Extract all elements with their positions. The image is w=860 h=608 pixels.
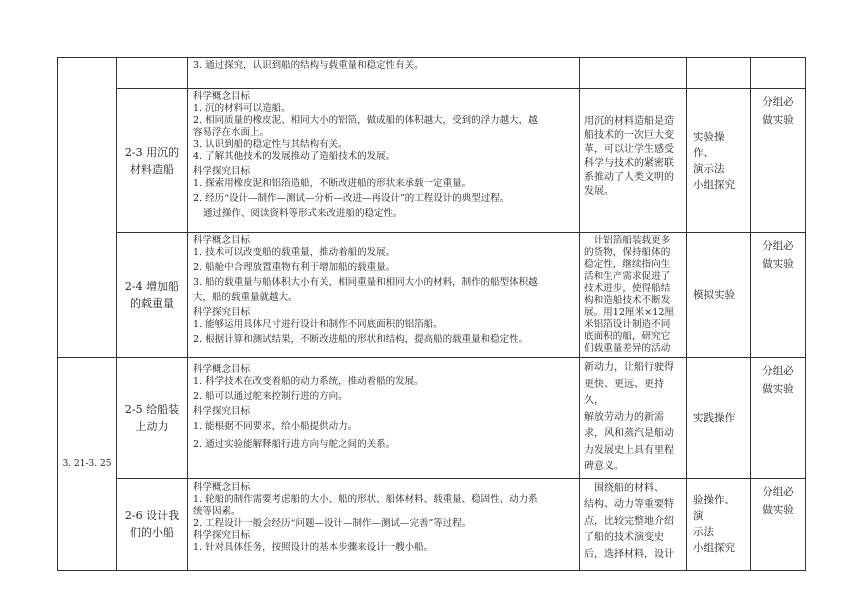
lesson-cell [117, 58, 188, 89]
lesson-title: 上动力 [135, 419, 169, 433]
date-cell [58, 358, 117, 571]
method-line: 小组探究 [693, 178, 735, 191]
goal-line: 1. 能够运用具体尺寸进行设计和制作不同底面积的铝箔船。 [193, 319, 443, 330]
goal-line: 2. 根据计算和测试结果，不断改进船的形状和结构，提高船的载重量和稳定性。 [193, 334, 529, 345]
note-line: 解放劳动力的新需 [584, 411, 664, 423]
lesson-title: 的载重量 [130, 297, 174, 310]
method-line: 演示法 [693, 162, 725, 175]
note-line: 发展。 [584, 186, 614, 197]
lesson-cell [117, 89, 188, 233]
section-heading: 科学探究目标 [193, 166, 251, 177]
lesson-cell [117, 358, 188, 479]
lesson-plan-table [57, 57, 806, 571]
eval-cell [751, 58, 806, 89]
eval-line: 做实验 [762, 503, 794, 516]
lesson-title: 2-3 用沉的 [124, 145, 180, 159]
goals-cell [188, 478, 580, 570]
note-line: 计铝箔船装载更多 [584, 235, 671, 246]
note-line: 新动力，让船行驶得 [584, 362, 674, 373]
method-line: 模拟实验 [693, 289, 735, 301]
method-cell [687, 358, 751, 479]
note-line: 技术进步，使得船结 [584, 283, 671, 294]
note-line: 求，风和蒸汽是船动 [584, 428, 674, 439]
note-line: 结构、动力等重要特 [584, 499, 674, 510]
goal-line: 2. 经历“设计—制作—测试—分析—改进—再设计”的工程设计的典型过程。 [193, 193, 510, 204]
goal-line: 2. 船舱中合理放置重物有利于增加船的载重量。 [193, 262, 396, 273]
goal-line: 统等因素。 [193, 505, 241, 517]
method-line: 实验操作、 [693, 130, 725, 159]
note-line: 更快、更远、更持久， [584, 378, 664, 406]
lesson-title: 材料造船 [130, 162, 174, 176]
note-line: 点，比较完整地介绍 [584, 515, 674, 527]
date-range: 3. 21-3. 25 [62, 458, 112, 469]
note-line: 展。用12厘米×12厘 [584, 307, 675, 318]
note-cell [580, 358, 687, 479]
lesson-title: 2-5 给船装 [124, 402, 180, 416]
section-heading: 科学探究目标 [193, 406, 251, 417]
note-line: 碑意义。 [584, 461, 624, 472]
note-line: 构和造船技术不断发 [584, 295, 671, 306]
goal-line: 4. 了解其他技术的发展推动了造船技术的发展。 [193, 151, 396, 162]
eval-line: 分组必 [762, 485, 794, 498]
lesson-title: 们的小船 [130, 526, 174, 539]
goals-cell [188, 89, 580, 233]
note-line: 围绕船的材料、 [584, 482, 664, 494]
goal-line: 1. 轮船的制作需要考虑船的大小、船的形状、船体材料、载重量、稳固性、动力系 [193, 493, 538, 505]
goal-line: 1. 沉的材料可以造船。 [193, 103, 291, 114]
table-row [58, 233, 806, 358]
goal-line: 1. 探索用橡皮泥和铝箔造船，不断改进船的形状来承载一定重量。 [193, 178, 472, 189]
note-line: 了船的技术演变史 [584, 532, 664, 543]
eval-line: 做实验 [762, 258, 794, 270]
note-line: 活和生产需求促进了 [584, 271, 671, 282]
table-row [58, 58, 806, 89]
lesson-title: 2-6 设计我 [124, 509, 180, 522]
goal-line: 2. 通过实验能解释船行进方向与舵之间的关系。 [193, 439, 396, 450]
note-line: 系推动了人类文明的 [584, 172, 674, 183]
goal-line: 3. 认识到船的稳定性与其结构有关。 [193, 139, 348, 150]
goal-line: 1. 针对具体任务，按照设计的基本步骤来设计一艘小船。 [193, 541, 434, 553]
note-cell [580, 89, 687, 233]
goal-line: 容易浮在水面上。 [193, 127, 270, 138]
method-cell [687, 233, 751, 358]
goal-line: 1. 能根据不同要求，给小船提供动力。 [193, 421, 358, 432]
note-line: 船技术的一次巨大变 [584, 130, 674, 141]
eval-line: 分组必 [762, 365, 794, 377]
section-heading: 科学概念目标 [193, 364, 251, 375]
note-line: 科学与技术的紧密联 [584, 158, 674, 169]
method-line: 实践操作 [693, 411, 735, 424]
note-line: 米铝箔设计制造不同 [584, 319, 671, 330]
goal-line: 2. 相同质量的橡皮泥、相同大小的铝箔，做成船的体积越大，受到的浮力越大，越 [193, 115, 538, 126]
eval-cell [751, 478, 806, 570]
section-heading: 科学探究目标 [193, 529, 251, 541]
goals-cell [188, 358, 580, 479]
table-row [58, 89, 806, 233]
eval-line: 做实验 [762, 383, 794, 395]
note-cell [580, 478, 687, 570]
goal-line: 3. 通过探究，认识到船的结构与载重量和稳定性有关。 [193, 60, 424, 71]
lesson-cell [117, 478, 188, 570]
date-cell [58, 58, 117, 358]
method-line: 验操作、演 [693, 494, 735, 522]
note-line: 力发展史上具有里程 [584, 444, 674, 456]
note-cell [580, 58, 687, 89]
goal-line: 大，船的载重量就越大。 [193, 292, 298, 303]
eval-line: 分组必 [762, 96, 794, 108]
method-cell [687, 58, 751, 89]
eval-line: 分组必 [762, 240, 794, 252]
section-heading: 科学概念目标 [193, 91, 251, 102]
note-line: 用沉的材料造船是造 [584, 116, 674, 127]
section-heading: 科学概念目标 [193, 235, 251, 246]
eval-cell [751, 358, 806, 479]
note-line: 的货物，保持船体的 [584, 247, 671, 258]
goals-cell [188, 233, 580, 358]
eval-cell [751, 89, 806, 233]
note-line: 后，选择材料，设计 [584, 548, 674, 560]
note-line: 们载重量差异的活动 [584, 343, 671, 354]
section-heading: 科学探究目标 [193, 307, 251, 318]
note-cell [580, 233, 687, 358]
note-line: 稳定性，继续指向生 [584, 259, 671, 270]
goals-cell [188, 58, 580, 89]
lesson-cell [117, 233, 188, 358]
goal-line: 2. 工程设计一般会经历“问题—设计—制作—测试—完善”等过程。 [193, 517, 472, 529]
table-row [58, 358, 806, 479]
method-cell [687, 478, 751, 570]
method-cell [687, 89, 751, 233]
goal-line: 2. 船可以通过舵来控制行进的方向。 [193, 391, 348, 402]
goal-line: 3. 船的载重量与船体积大小有关，相同重量和相同大小的材料，制作的船型体积越 [193, 277, 538, 288]
goal-line: 1. 科学技术在改变着船的动力系统，推动着船的发展。 [193, 376, 424, 387]
lesson-title: 2-4 增加船 [124, 280, 180, 293]
note-line: 底面积的船，研究它 [584, 331, 671, 342]
goal-line: 通过操作、阅读资料等形式来改进船的稳定性。 [203, 208, 403, 219]
method-line: 示法 [693, 526, 714, 538]
eval-cell [751, 233, 806, 358]
goal-line: 1. 技术可以改变船的载重量，推动着船的发展。 [193, 247, 396, 258]
eval-line: 做实验 [762, 114, 794, 126]
note-line: 革，可以让学生感受 [584, 144, 674, 155]
section-heading: 科学概念目标 [193, 481, 251, 493]
method-line: 小组探究 [693, 542, 735, 554]
table-row [58, 478, 806, 570]
